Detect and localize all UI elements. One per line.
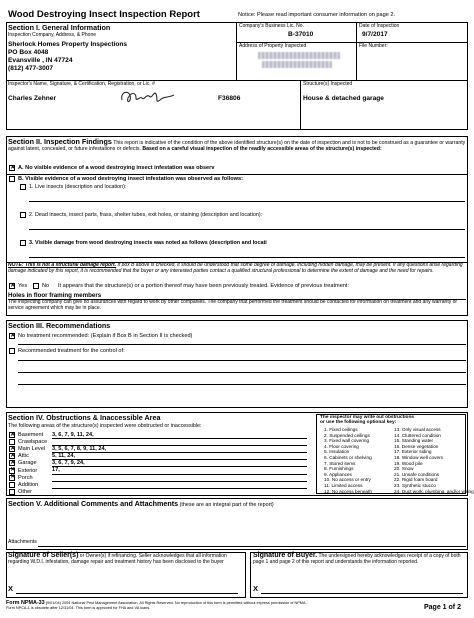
section-4-description: The following areas of the structure(s) inspected were obstructed or inaccessible: [8,423,202,429]
obstruction-codes: 17, [52,467,60,473]
inspector-name: Charles Zehner [8,95,57,102]
section-2-intro: Section II. Inspection Findings This report is indicative of the condition of the above identified structure(s) on the date of inspection and is not to be construed as a guarantee or warranty against latent, concealed, or future infestations or defects. Based on a careful visual inspection of the readily accessible areas of the structure(s) inspected: [8,137,466,153]
section-1-title: Section I. General Information [8,23,111,32]
attachments-label: Attachments [8,539,37,545]
structures-label: Structure(s) Inspected [303,81,353,87]
obstruction-area-label: Exterior [18,467,38,474]
obstruction-checkbox[interactable] [9,460,15,466]
obstruction-row [9,475,309,482]
key-item: 18. Window well covers [394,455,443,460]
license-label: Company's Business Lic. No. [239,23,304,29]
obstruction-area-label: Main Level [18,446,46,453]
key-item: 11. Limited access [324,483,363,488]
obstruction-area-label: Crawlspace [18,439,48,446]
obstruction-checkbox[interactable] [9,432,15,438]
key-item: 12. No access beneath [324,488,372,494]
company-phone: (812) 477-3007 [8,65,54,72]
buyer-x-mark: X [253,584,259,593]
report-title: Wood Destroying Insect Inspection Report [8,9,200,20]
key-item: 20. Snow [394,466,414,472]
obstruction-row [9,482,309,489]
section-5-heading: Section V. Additional Comments and Attachments (these are an integral part of the report) [8,499,274,508]
obstruction-row [9,432,309,439]
key-item: 16. Dense vegetation [394,443,439,449]
seller-x-mark: X [8,584,14,593]
checkbox-no-treatment[interactable] [9,333,15,339]
company-address-2: Evansville , IN 47724 [8,57,73,64]
checkbox-b2-dead-insects[interactable] [20,212,26,218]
inspection-date-label: Date of Inspection [359,23,400,29]
option-b2-label: 2. Dead insects, insect parts, frass, shelter tubes, exit holes, or staining (description and location): [29,212,263,218]
obstruction-codes: 3, 6, 7, 9, 24, [52,459,85,466]
obstruction-row [9,489,309,496]
obstruction-area-label: Garage [18,460,37,467]
company-address-1: PO Box 4048 [8,49,49,56]
key-item: 21. Unsafe conditions [394,471,440,477]
license-number: B-37010 [288,31,314,38]
seller-signature-line[interactable] [16,593,238,594]
no-treatment-label: No treatment recommended: (Explain if Box B in Section II is checked) [18,333,193,339]
company-name: Sherlock Homes Property Inspections [8,41,128,48]
obstruction-area-label: Other [18,488,32,495]
structural-note: NOTE: This is not a structural damage report. If box B above is checked, it should be understood that some degree of damage, including hidden damage, may be present. If any questions arise regarding damage indicated by this report, it is recommended that the buyer or any interested parties contact a qualified structural professional to determine the extent of damage and the need for repairs. [8,262,463,274]
obstruction-checkbox[interactable] [9,446,15,452]
key-title-1: The inspector may write out obstructions [320,415,415,420]
page-number: Page 1 of 2 [424,604,461,611]
company-label: Inspection Company, Address, & Phone [8,32,97,38]
key-item: 8. Furnishings [324,466,354,472]
section-2-title: Section II. Inspection Findings [8,137,112,146]
obstruction-checkbox[interactable] [9,439,15,445]
checkbox-treated-no[interactable] [33,283,39,289]
treatment-disclaimer: The inspecting company can give no assurances with regard to work by other companies. The company that performed the treatment should be contacted for information on treatment and any warranty or service agreement which may be in place. [8,299,458,311]
checkbox-b-evidence[interactable] [9,176,15,182]
structures-inspected: House & detached garage [303,95,384,102]
checkbox-b1-live-insects[interactable] [20,184,26,190]
obstruction-row [9,468,309,475]
redacted-address [258,52,340,59]
obstruction-codes: 5, 11, 24, [52,452,76,459]
file-number-label: File Number: [359,43,388,49]
checkbox-treated-yes[interactable] [9,283,15,289]
key-item: 23. Synthetic stucco [394,483,436,488]
key-item: 4. Floor covering [324,443,359,449]
section-4-title: Section IV. Obstructions & Inaccessible Area [8,413,161,422]
obstruction-checkbox[interactable] [9,482,15,488]
checkbox-b3-damage[interactable] [20,240,26,246]
key-item: 15. Standing water [394,438,434,444]
inspector-license: F36806 [218,95,241,102]
key-item: 9. Appliances [324,471,352,477]
key-item: 17. Exterior siding [394,449,432,455]
obstruction-codes: 3, 5, 6, 7, 8, 9, 11, 24, [52,445,107,452]
seller-signature-text: Signature of Seller(s) or Owner(s) if refinancing. Seller acknowledges that all information regarding W.D.I. infestation, damage repair and treatment history has been disclosed to the buyer [8,552,227,565]
treated-no-label: No [42,283,50,289]
obstruction-area-label: Basement [18,432,44,438]
obstruction-codes: 3, 6, 7, 9, 11, 24, [52,431,94,438]
obstruction-checkbox[interactable] [9,453,15,459]
key-item: 1. Fixed ceilings [324,427,358,432]
key-item: 24. Duct work, plumbing, and/or wiring [394,488,474,494]
form-number: Form NPMA-33 (9/01/04) 2004 National Pest Management Association. All Rights Reserved. No reproduction of this form is permitted without express permission of NPMA. Form NPCA-1 is obsolete after 12/31/04. This form is approved for FHA and VA loans. [6,600,307,610]
buyer-signature-text: Signature of Buyer. The undersigned hereby acknowledges receipt of a copy of both page 1 and page 2 of this report and understands the information reported. [253,552,461,565]
property-address-label: Address of Property Inspected [239,43,307,49]
key-item: 5. Insulation [324,449,350,455]
key-item: 10. No access or entry [324,477,371,483]
key-title-2: or use the following optional key: [320,420,397,425]
option-a-label: A. No visible evidence of a wood destroying insect infestation was observ [18,165,215,171]
option-b3-label: 3. Visible damage from wood destroying insects was noted as follows (description and locati [29,240,267,246]
key-item: 2. Suspended ceilings [324,432,370,438]
notice-text: Notice: Please read important consumer information on page 2. [238,12,396,18]
key-item: 14. Cluttered condition [394,432,441,438]
key-item: 3. Fixed wall covering [324,438,370,444]
obstruction-area-label: Porch [18,474,33,481]
redacted-address-2 [262,61,332,68]
obstruction-checkbox[interactable] [9,475,15,481]
obstruction-area-label: Attic [18,453,29,460]
obstruction-checkbox[interactable] [9,489,15,495]
checkbox-recommended-treatment[interactable] [9,348,15,354]
key-item: 6. Cabinets or shelving [324,455,372,460]
obstruction-checkbox[interactable] [9,468,15,474]
evidence-value: Holes in floor framing members [8,292,102,299]
key-item: 22. Rigid foam board [394,477,438,483]
section-3-title: Section III. Recommendations [8,321,111,330]
key-item: 19. Wood pile [394,460,423,466]
inspection-date: 9/7/2017 [362,31,388,38]
section-5-title: Section V. Additional Comments and Attachments [8,499,179,508]
obstruction-area-label: Addition [18,481,39,488]
inspector-label: Inspector's Name, Signature, & Certification, Registration, or Lic. # [8,81,155,87]
treated-statement: It appears that the structure(s) or a portion thereof may have been previously treated. Evidence of previous treatment: [58,283,350,289]
option-b1-label: 1. Live insects (description and location): [29,184,127,190]
option-b-label: B. Visible evidence of a wood destroying insect infestation was observed as follows: [18,176,243,182]
key-item: 13. Only visual access [394,427,441,432]
checkbox-a-no-evidence[interactable] [9,165,15,171]
inspector-signature [118,86,178,108]
buyer-signature-line[interactable] [261,593,463,594]
recommended-treatment-label: Recommended treatment for the control of: [18,348,125,354]
treated-yes-label: Yes [18,283,28,289]
key-item: 7. Stored items [324,460,356,466]
